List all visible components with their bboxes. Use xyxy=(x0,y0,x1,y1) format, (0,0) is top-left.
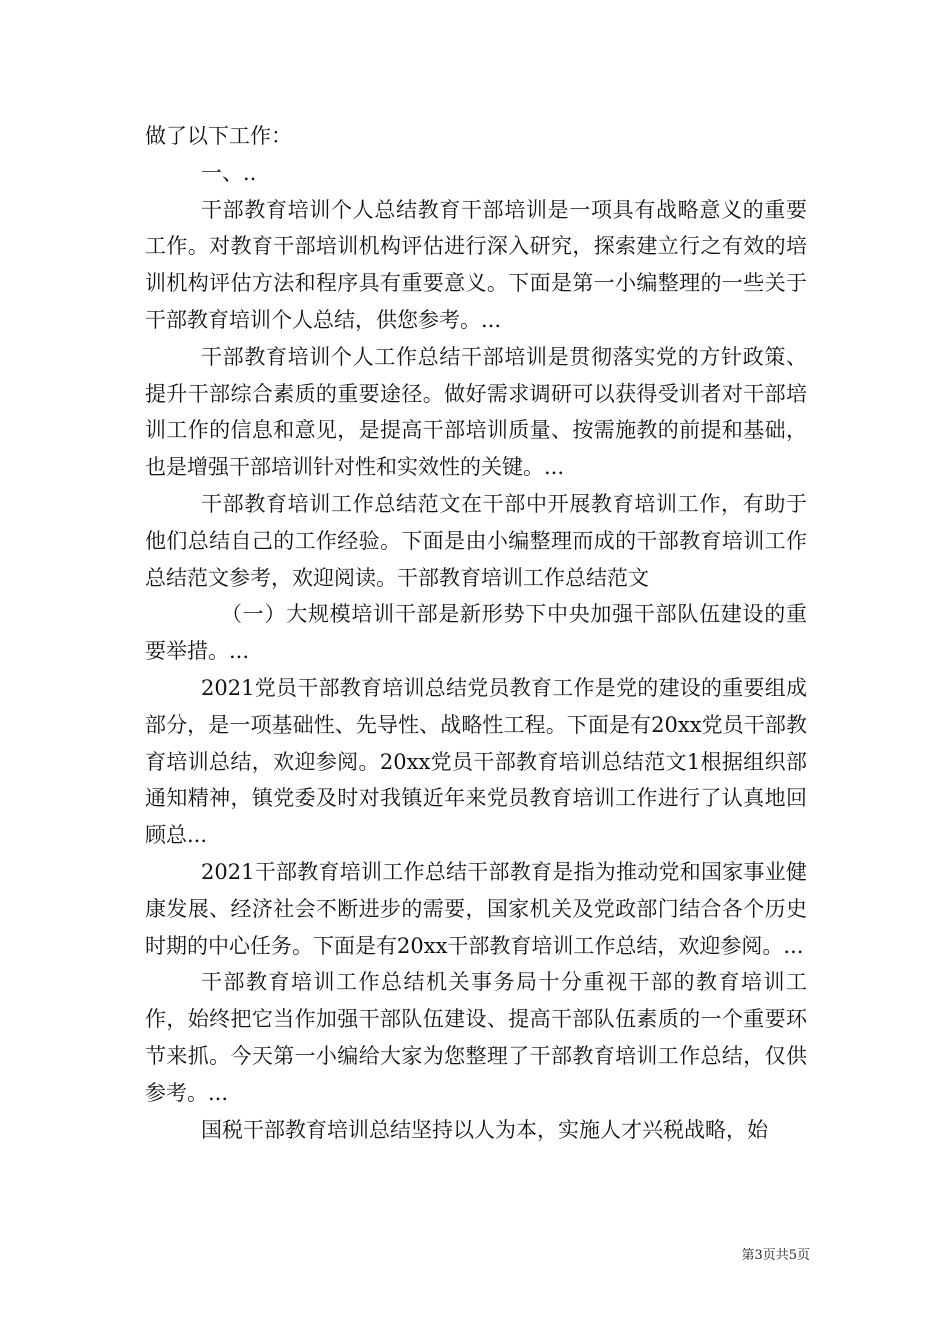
paragraph-cadre-education-2021: 2021干部教育培训工作总结干部教育是指为推动党和国家事业健康发展、经济社会不断进步的需要，国家机关及党政部门结合各个历史时期的中心任务。下面是有20xx干部教育培训工作总结，欢迎参阅。... xyxy=(145,859,807,958)
paragraph-tax-bureau: 国税干部教育培训总结坚持以人为本，实施人才兴税战略，始 xyxy=(201,1117,768,1142)
paragraph-personal-work-summary: 干部教育培训个人工作总结干部培训是贯彻落实党的方针政策、提升干部综合素质的重要途径。做好需求调研可以获得受训者对干部培训工作的信息和意见，是提高干部培训质量、按需施教的前提和基础，也是增强干部培训针对性和实效性的关键。... xyxy=(145,344,807,480)
page-number: 第3页共5页 xyxy=(741,1248,810,1263)
paragraph-work-summary-sample: 干部教育培训工作总结范文在干部中开展教育培训工作，有助于他们总结自己的工作经验。下面是由小编整理而成的干部教育培训工作总结范文参考，欢迎阅读。干部教育培训工作总结范文 xyxy=(145,491,807,590)
paragraph-personal-summary: 干部教育培训个人总结教育干部培训是一项具有战略意义的重要工作。对教育干部培训机构评估进行深入研究，探索建立行之有效的培训机构评估方法和程序具有重要意义。下面是第一小编整理的一些关于干部教育培训个人总结，供您参考。... xyxy=(145,197,807,332)
paragraph-party-member-training: 2021党员干部教育培训总结党员教育工作是党的建设的重要组成部分，是一项基础性、先导性、战略性工程。下面是有20xx党员干部教育培训总结，欢迎参阅。20xx党员干部教育培训总结范文1根据组织部通知精神，镇党委及时对我镇近年来党员教育培训工作进行了认真地回顾总... xyxy=(145,675,807,848)
paragraph-section-one: 一、.. xyxy=(201,160,257,185)
paragraph-large-scale-training: （一）大规模培训干部是新形势下中央加强干部队伍建设的重要举措。... xyxy=(145,602,807,664)
paragraph-affairs-bureau: 干部教育培训工作总结机关事务局十分重视干部的教育培训工作，始终把它当作加强干部队伍建设、提高干部队伍素质的一个重要环节来抓。今天第一小编给大家为您整理了干部教育培训工作总结，仅供参考。... xyxy=(145,970,807,1105)
paragraph-intro: 做了以下工作： xyxy=(145,124,292,148)
document-body xyxy=(145,118,807,1148)
